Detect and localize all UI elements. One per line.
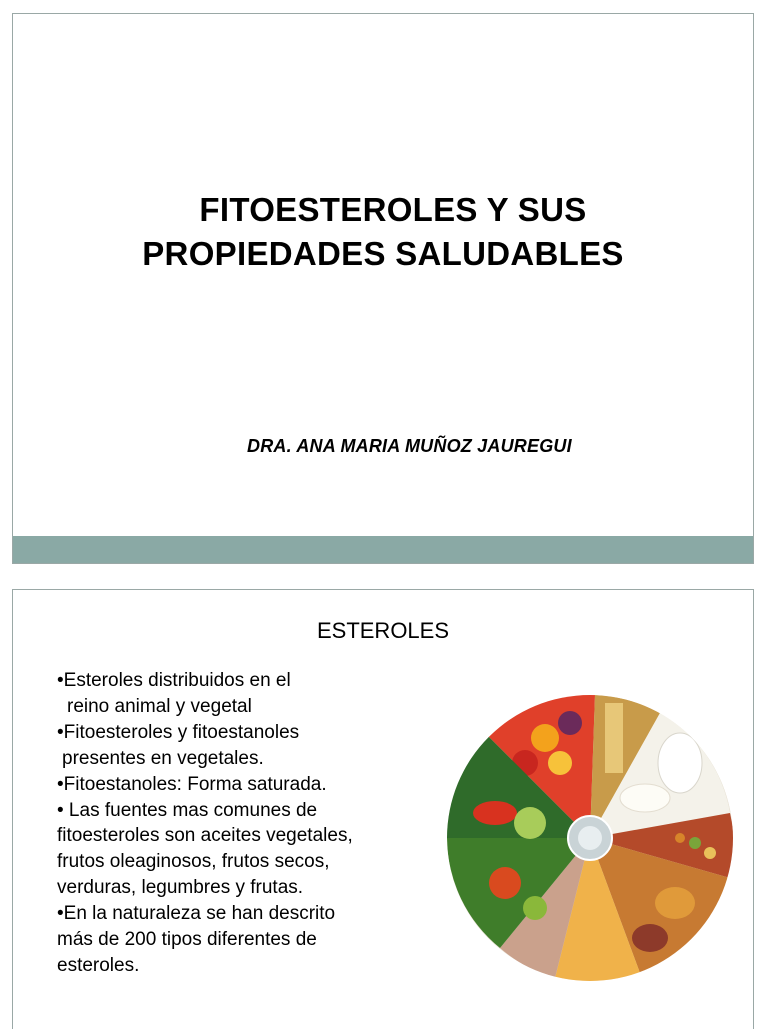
bullet-line: •Fitoestanoles: Forma saturada. [57,773,327,795]
author-name: DRA. ANA MARIA MUÑOZ JAUREGUI [247,436,572,456]
slide-title [13,188,753,276]
bullet-line: •Fitoesteroles y fitoestanoles [57,721,300,743]
title-slide [12,13,754,564]
bullet-line: •En la naturaleza se han descrito [57,903,336,925]
bullet-line: más de 200 tipos diferentes de [57,929,317,951]
food-wheel-image [445,693,735,983]
bullet-line: •Esteroles distribuidos en el [57,670,291,691]
bullet-line: presentes en vegetales. [62,747,264,769]
bullet-list [57,668,417,979]
bullet-line: frutos oleaginosos, frutos secos, [57,851,330,873]
slide-heading-text: ESTEROLES [316,618,450,643]
title-line-2: PROPIEDADES SALUDABLES [142,235,624,272]
footer-bar [13,536,753,563]
bullet-line: reino animal y vegetal [67,695,252,717]
title-line-1: FITOESTEROLES Y SUS [199,191,587,228]
content-slide [12,589,754,1029]
slide-heading [13,618,753,644]
bullet-line: esteroles. [57,954,140,976]
bullet-line: fitoesteroles son aceites vegetales, [57,825,353,847]
bullet-line: • Las fuentes mas comunes de [57,799,318,821]
bullet-line: verduras, legumbres y frutas. [57,877,304,899]
